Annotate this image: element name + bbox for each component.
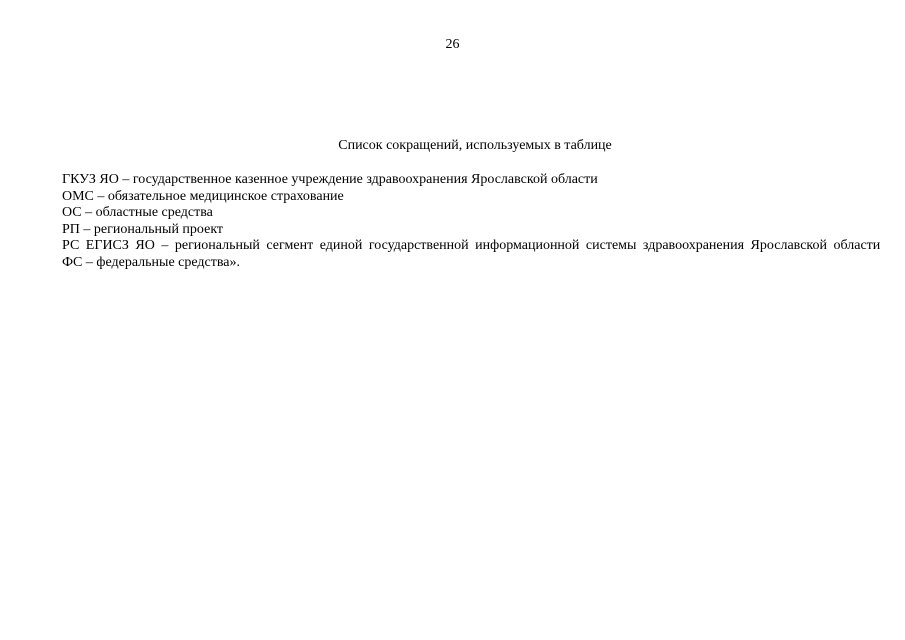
abbreviation-item: ОС – областные средства [62,205,213,220]
abbreviation-item: ФС – федеральные средства». [62,254,240,270]
abbreviation-item: РС ЕГИСЗ ЯО – региональный сегмент единой государственной информационной системы здравоохранения Ярославской области [62,238,881,253]
abbreviation-item: ОМС – обязательное медицинское страхование [62,188,344,204]
abbreviation-item: ГКУЗ ЯО – государственное казенное учреждение здравоохранения Ярославской области [62,172,598,187]
page-number: 26 [445,37,460,52]
abbreviation-item: РП – региональный проект [62,221,224,237]
abbreviations-title: Список сокращений, используемых в таблице [338,138,612,153]
abbreviations-list [62,172,891,271]
